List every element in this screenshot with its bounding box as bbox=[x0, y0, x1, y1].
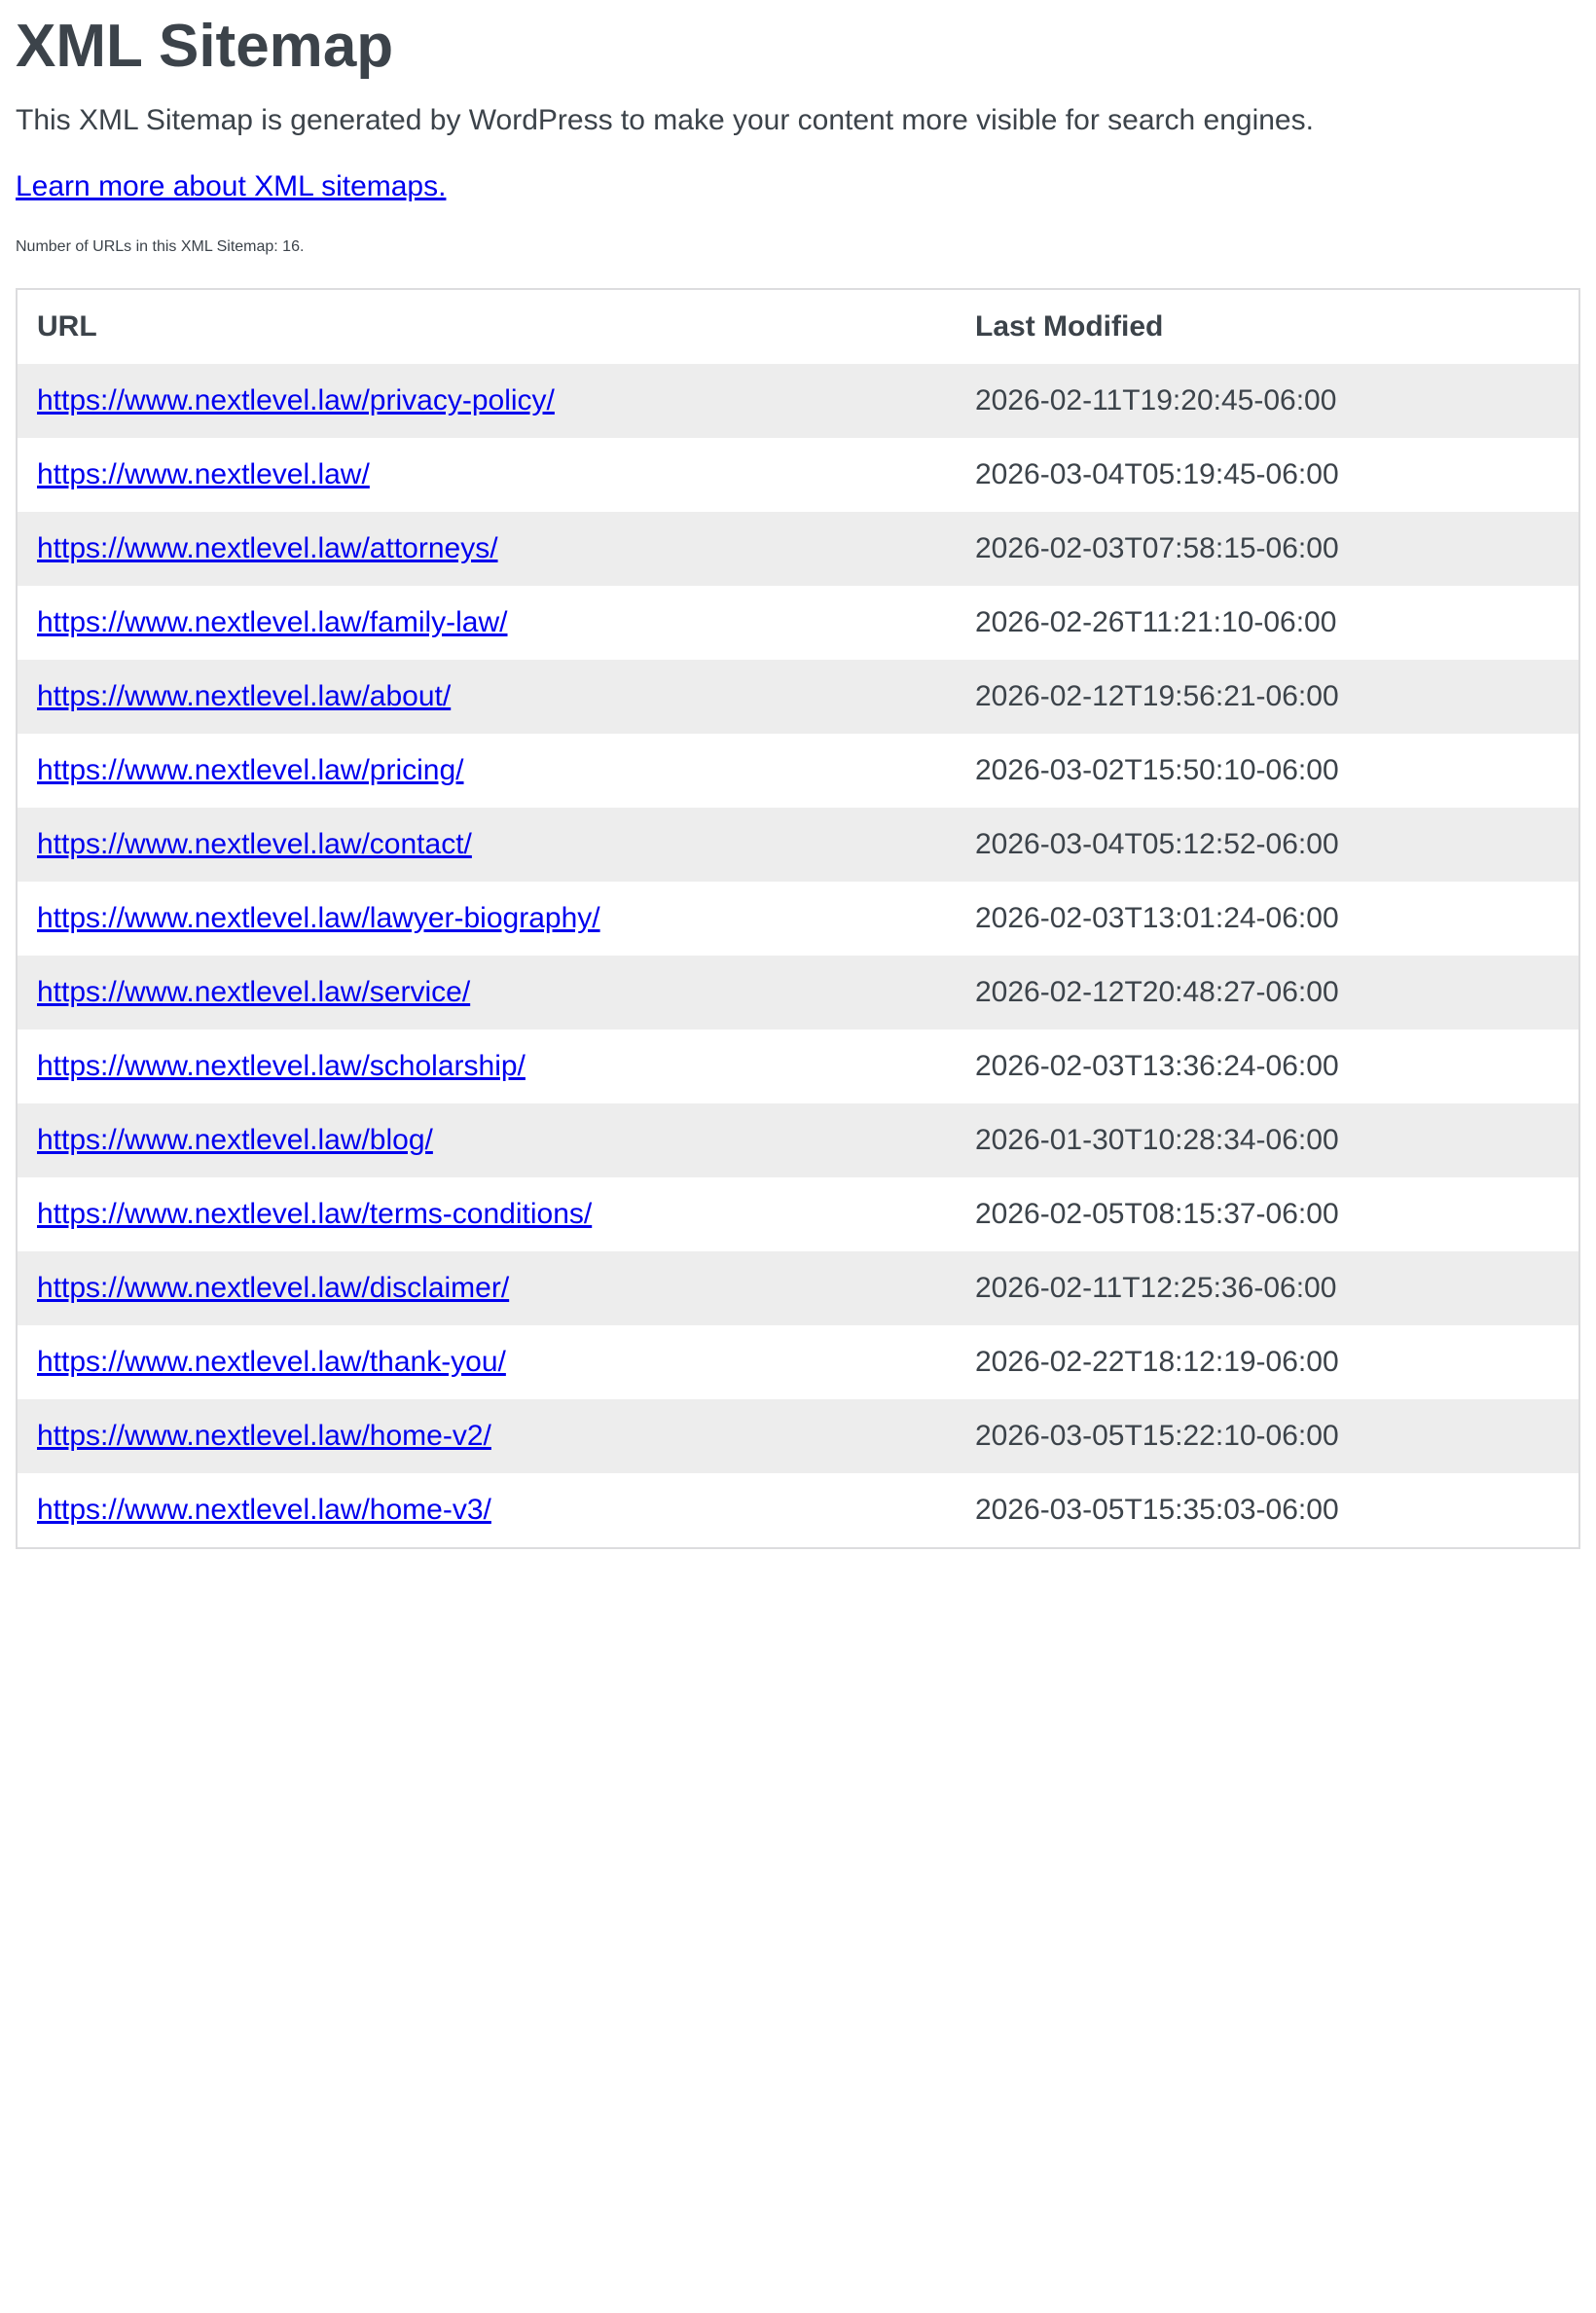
table-row bbox=[17, 734, 1579, 808]
url-link[interactable]: https://www.nextlevel.law/scholarship/ bbox=[37, 1050, 526, 1082]
url-cell bbox=[17, 1030, 956, 1103]
learn-more-paragraph bbox=[16, 172, 1580, 201]
last-modified-cell: 2026-02-12T20:48:27-06:00 bbox=[956, 956, 1579, 1030]
table-row bbox=[17, 364, 1579, 438]
last-modified-cell: 2026-02-03T07:58:15-06:00 bbox=[956, 512, 1579, 586]
url-cell bbox=[17, 1325, 956, 1399]
url-link[interactable]: https://www.nextlevel.law/about/ bbox=[37, 680, 452, 712]
table-row bbox=[17, 882, 1579, 956]
sitemap-page bbox=[0, 13, 1596, 1549]
url-link[interactable]: https://www.nextlevel.law/blog/ bbox=[37, 1124, 433, 1156]
url-cell bbox=[17, 1473, 956, 1548]
url-link[interactable]: https://www.nextlevel.law/disclaimer/ bbox=[37, 1272, 510, 1304]
last-modified-cell: 2026-02-03T13:01:24-06:00 bbox=[975, 902, 1339, 934]
sitemap-content bbox=[16, 238, 1580, 1549]
table-header-row bbox=[17, 289, 1579, 364]
url-link[interactable]: https://www.nextlevel.law/pricing/ bbox=[37, 754, 464, 786]
last-modified-cell: 2026-02-03T13:36:24-06:00 bbox=[975, 1050, 1339, 1082]
url-link[interactable]: https://www.nextlevel.law/privacy-policy/ bbox=[37, 384, 555, 416]
last-modified-cell: 2026-02-11T12:25:36-06:00 bbox=[956, 1251, 1579, 1325]
column-header-last-modified: Last Modified bbox=[975, 310, 1164, 343]
last-modified-cell: 2026-03-05T15:22:10-06:00 bbox=[956, 1399, 1579, 1473]
table-body bbox=[17, 364, 1579, 1548]
url-link[interactable]: https://www.nextlevel.law/lawyer-biography/ bbox=[37, 902, 600, 934]
last-modified-cell: 2026-03-02T15:50:10-06:00 bbox=[975, 754, 1339, 786]
url-link[interactable]: https://www.nextlevel.law/service/ bbox=[37, 976, 471, 1008]
last-modified-cell: 2026-02-11T19:20:45-06:00 bbox=[956, 364, 1579, 438]
table-row bbox=[17, 1103, 1579, 1177]
learn-more-link[interactable]: Learn more about XML sitemaps. bbox=[16, 170, 447, 202]
table-row bbox=[17, 1473, 1579, 1548]
table-row bbox=[17, 660, 1579, 734]
sitemap-header bbox=[16, 13, 1580, 202]
url-link[interactable]: https://www.nextlevel.law/thank-you/ bbox=[37, 1346, 506, 1378]
url-cell bbox=[17, 364, 956, 438]
table-row bbox=[17, 1325, 1579, 1399]
url-link[interactable]: https://www.nextlevel.law/family-law/ bbox=[37, 606, 508, 638]
last-modified-cell: 2026-02-12T19:56:21-06:00 bbox=[956, 660, 1579, 734]
url-cell bbox=[17, 586, 956, 660]
table-row bbox=[17, 512, 1579, 586]
column-header-url: URL bbox=[37, 310, 97, 343]
last-modified-cell: 2026-03-05T15:35:03-06:00 bbox=[975, 1494, 1339, 1526]
table-row bbox=[17, 1030, 1579, 1103]
url-count-text: Number of URLs in this XML Sitemap: 16. bbox=[16, 238, 305, 255]
table-row bbox=[17, 1177, 1579, 1251]
url-link[interactable]: https://www.nextlevel.law/home-v2/ bbox=[37, 1420, 491, 1452]
sitemap-table bbox=[16, 288, 1580, 1549]
url-cell bbox=[17, 1177, 956, 1251]
url-link[interactable]: https://www.nextlevel.law/terms-conditions/ bbox=[37, 1198, 593, 1230]
url-cell bbox=[17, 1103, 956, 1177]
last-modified-cell: 2026-03-04T05:12:52-06:00 bbox=[956, 808, 1579, 882]
url-cell bbox=[17, 808, 956, 882]
table-row bbox=[17, 1399, 1579, 1473]
url-link[interactable]: https://www.nextlevel.law/contact/ bbox=[37, 828, 472, 860]
url-link[interactable]: https://www.nextlevel.law/ bbox=[37, 458, 370, 490]
url-cell bbox=[17, 438, 956, 512]
last-modified-cell: 2026-01-30T10:28:34-06:00 bbox=[956, 1103, 1579, 1177]
last-modified-cell: 2026-02-05T08:15:37-06:00 bbox=[975, 1198, 1339, 1230]
url-link[interactable]: https://www.nextlevel.law/attorneys/ bbox=[37, 532, 498, 564]
table-row bbox=[17, 438, 1579, 512]
url-link[interactable]: https://www.nextlevel.law/home-v3/ bbox=[37, 1494, 491, 1526]
sitemap-description: This XML Sitemap is generated by WordPress to make your content more visible for search engines. bbox=[16, 104, 1314, 136]
last-modified-cell: 2026-03-04T05:19:45-06:00 bbox=[975, 458, 1339, 490]
last-modified-cell: 2026-02-26T11:21:10-06:00 bbox=[975, 606, 1337, 638]
url-cell bbox=[17, 512, 956, 586]
table-row bbox=[17, 956, 1579, 1030]
table-row bbox=[17, 1251, 1579, 1325]
last-modified-cell: 2026-02-22T18:12:19-06:00 bbox=[975, 1346, 1339, 1378]
table-row bbox=[17, 808, 1579, 882]
url-cell bbox=[17, 1399, 956, 1473]
url-cell bbox=[17, 660, 956, 734]
page-title: XML Sitemap bbox=[16, 13, 394, 80]
url-cell bbox=[17, 882, 956, 956]
table-row bbox=[17, 586, 1579, 660]
url-cell bbox=[17, 956, 956, 1030]
url-cell bbox=[17, 734, 956, 808]
url-cell bbox=[17, 1251, 956, 1325]
